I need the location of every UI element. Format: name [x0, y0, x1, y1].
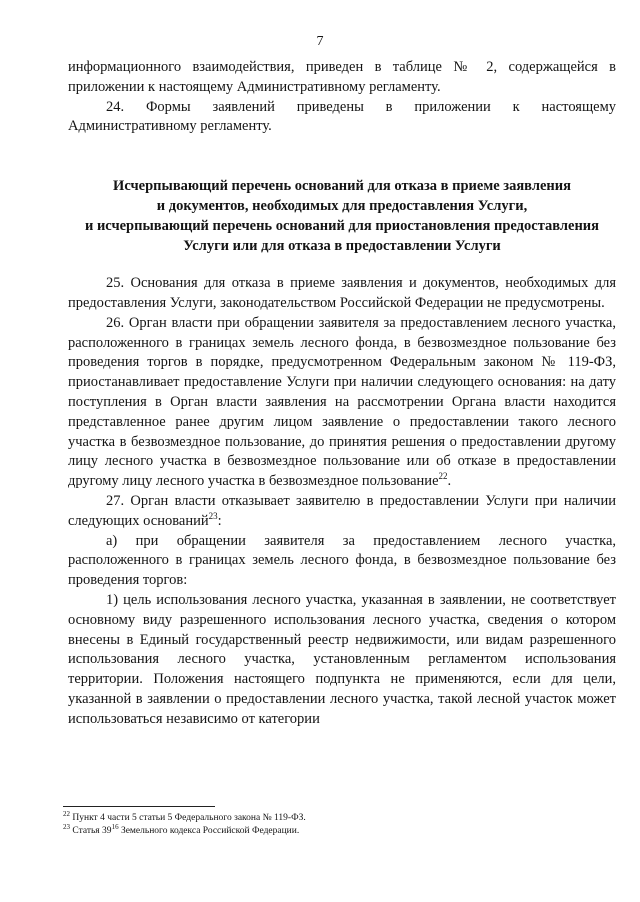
paragraph-26-end: . — [447, 473, 452, 490]
paragraph-continuation: информационного взаимодействия, приведен в таблице № 2, содержащейся в приложении к настоящему Административному регламенту. — [68, 59, 616, 95]
paragraph-24: 24. Формы заявлений приведены в приложении к настоящему Административному регламенту. — [68, 98, 616, 135]
footnote-22-text: Пункт 4 части 5 статьи 5 Федерального закона № 119-ФЗ. — [72, 813, 306, 823]
heading-line-4: Услуги или для отказа в предоставлении Услуги — [183, 238, 501, 255]
footnotes — [63, 809, 623, 838]
paragraph-25: 25. Основания для отказа в приеме заявления и документов, необходимых для предоставления Услуги, законодательством Российской Федерации не предусмотрены. — [68, 275, 616, 311]
footnote-23 — [63, 822, 623, 838]
footnote-23-text-b: Земельного кодекса Российской Федерации. — [120, 826, 300, 836]
paragraph-27-text: 27. Орган власти отказывает заявителю в предоставлении Услуги при наличии следующих оснований — [68, 492, 616, 529]
footnote-23-mark: 23 — [63, 822, 70, 831]
paragraph-26-text: 26. Орган власти при обращении заявителя за предоставлением лесного участка, расположенного в границах земель лесного фонда, в безвозмездное пользование без проведения торгов в порядке, предусмотренном Федеральным законом № 119-ФЗ, приостанавливает предоставление Услуги при наличии следующего основания: на дату поступления в Орган власти заявления на рассмотрении Органа власти находится представленное ранее другим лицом заявление о предоставлении такого лесного участка в безвозмездное пользование, до принятия решения о предоставлении другому лицу лесного участка в безвозмездное пользование или об отказе в предоставлении другому лицу лесного участка в безвозмездное пользование — [68, 314, 616, 490]
heading-line-3: и исчерпывающий перечень оснований для приостановления предоставления — [84, 218, 600, 235]
heading-line-1: Исчерпывающий перечень оснований для отказа в приеме заявления — [113, 178, 571, 195]
paragraph-27 — [68, 492, 616, 532]
paragraph-26 — [68, 314, 616, 492]
paragraph-27-end: : — [217, 512, 222, 529]
footnote-22 — [63, 809, 623, 825]
heading-line-2: и документов, необходимых для предоставления Услуги, — [156, 198, 528, 215]
footnote-22-mark: 22 — [63, 809, 70, 818]
footnote-ref-22: 22 — [438, 471, 448, 482]
footnote-divider — [63, 806, 215, 807]
footnote-23-text-a: Статья 39 — [72, 826, 112, 836]
footnote-23-article-sup: 16 — [111, 822, 119, 831]
footnote-ref-23: 23 — [208, 510, 218, 521]
page-number: 7 — [316, 34, 324, 49]
document-body — [68, 58, 616, 730]
subparagraph-a: а) при обращении заявителя за предоставлением лесного участка, расположенного в границах земель лесного фонда, в безвозмездное пользование без проведения торгов: — [68, 532, 616, 589]
subparagraph-1: 1) цель использования лесного участка, указанная в заявлении, не соответствует основному виду разрешенного использования лесного участка, сведения о котором внесены в Единый государственный реестр недвижимости, или видам разрешенного использования лесного участка, установленным регламентом использования территории. Положения настоящего подпункта не применяются, если для цели, указанной в заявлении о предоставлении лесного участка, такой лесной участок может использоваться независимо от категории — [68, 591, 616, 727]
section-heading — [68, 176, 616, 256]
